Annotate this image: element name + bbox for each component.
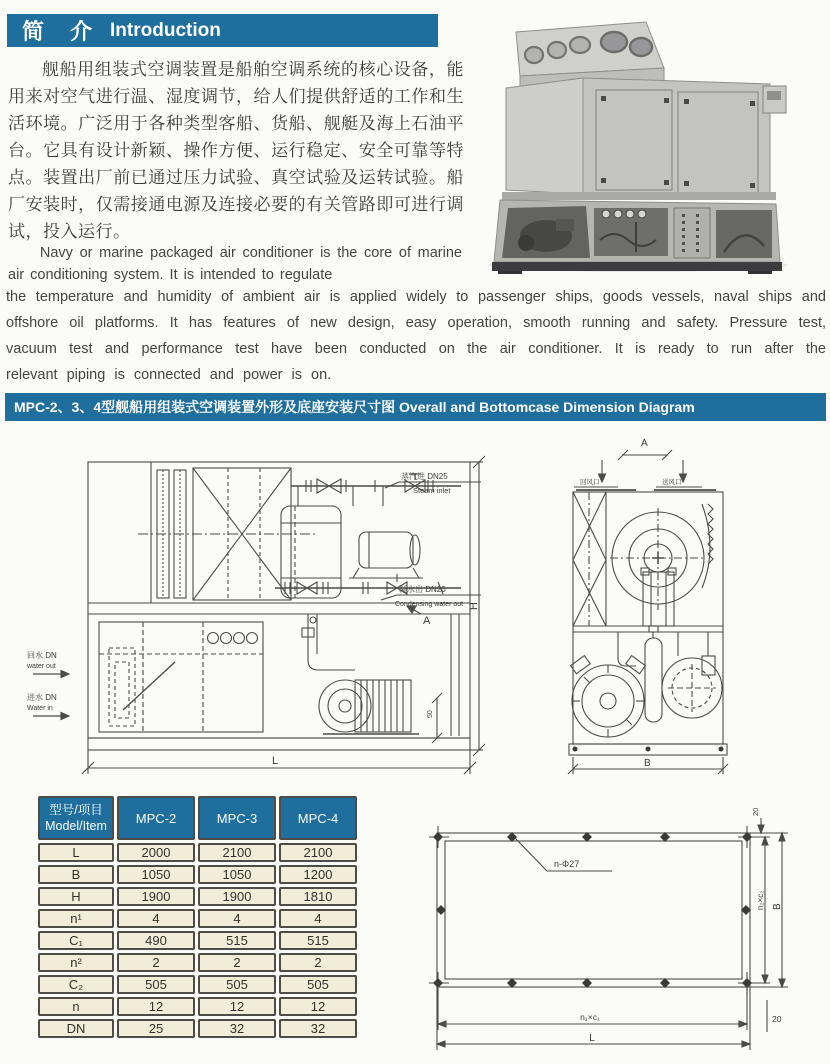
unit-body — [492, 22, 786, 274]
table-header-item-zh: 型号/项目 — [49, 803, 103, 817]
row-label: H — [38, 887, 114, 906]
intro-title-en: Introduction — [110, 19, 221, 41]
dim-50-label: 50 — [427, 710, 434, 718]
intro-header-bar — [7, 14, 438, 47]
duct-port — [525, 47, 543, 63]
table-row — [38, 997, 357, 1016]
water-in-label-zh: 进水 DN — [27, 693, 57, 702]
cell: 505 — [117, 975, 195, 994]
port-right-label: 送风口 — [662, 479, 682, 486]
row-label: B — [38, 865, 114, 884]
cell: 12 — [279, 997, 357, 1016]
table-row — [38, 843, 357, 862]
duct-port — [570, 37, 590, 53]
cell: 2100 — [279, 843, 357, 862]
dim-b-label: B — [644, 758, 651, 769]
cell: 2 — [198, 953, 276, 972]
cell: 2000 — [117, 843, 195, 862]
condensing-out-label-en: Condensing water out — [395, 601, 464, 608]
cell: 4 — [117, 909, 195, 928]
table-header-item — [38, 796, 114, 840]
dim-l-label: L — [271, 755, 279, 767]
table-header-mpc2: MPC-2 — [117, 796, 195, 840]
cell: 1900 — [198, 887, 276, 906]
water-out-label-zh: 回水 DN — [27, 651, 57, 660]
cell: 25 — [117, 1019, 195, 1038]
intro-paragraph-english-lead: Navy or marine packaged air conditioner is the core of marine air conditioning system. It is intended to regulate — [8, 245, 462, 283]
steam-inlet-label-en: Steam inlet — [413, 486, 451, 495]
bottomcase-diagram — [420, 792, 830, 1062]
table-row — [38, 1019, 357, 1038]
cell: 32 — [198, 1019, 276, 1038]
section-title: MPC-2、3、4型舰船用组装式空调装置外形及底座安装尺寸图 Overall and Bottomcase Dimension Diagram — [14, 399, 695, 415]
table-header-row — [38, 796, 357, 840]
dim-20-bottom-label: 20 — [772, 1014, 782, 1024]
dim-20-top-label: 20 — [751, 807, 760, 816]
dim-b-label: B — [772, 903, 783, 910]
bolt-hole-markers — [433, 832, 752, 988]
cell: 505 — [198, 975, 276, 994]
dim-n1c1-label: n₁×c₁ — [580, 1012, 600, 1022]
cell: 515 — [279, 931, 357, 950]
water-in-label-en: Water in — [27, 705, 53, 712]
cell: 2 — [117, 953, 195, 972]
table-row — [38, 975, 357, 994]
row-label: C₁ — [38, 931, 114, 950]
port-left-label: 回风口 — [580, 479, 600, 486]
intro-title-zh: 简 介 — [22, 19, 95, 44]
control-panel — [674, 208, 710, 258]
cell: 4 — [279, 909, 357, 928]
cell: 505 — [279, 975, 357, 994]
cell: 1200 — [279, 865, 357, 884]
row-label: n² — [38, 953, 114, 972]
row-label: n — [38, 997, 114, 1016]
row-label: DN — [38, 1019, 114, 1038]
cell: 1050 — [117, 865, 195, 884]
row-label: C₂ — [38, 975, 114, 994]
table-row — [38, 953, 357, 972]
dim-h-label: H — [468, 602, 480, 610]
section-header-bar — [5, 393, 826, 421]
product-photo — [468, 12, 798, 274]
cell: 1050 — [198, 865, 276, 884]
table-row — [38, 887, 357, 906]
cell: 12 — [117, 997, 195, 1016]
table-header-mpc3: MPC-3 — [198, 796, 276, 840]
cell: 2 — [279, 953, 357, 972]
row-label: n¹ — [38, 909, 114, 928]
intro-paragraph-english-body: the temperature and humidity of ambient air is applied widely to passenger ships, goods vessels, naval ships and offshore oil platforms. It has features of new design, easy operation, smooth running and safety. Pressure test, vacuum test and performance test have been conducted on the air conditioner. It is ready to run after the relevant piping is connected and power is on. — [6, 289, 826, 383]
cell: 1900 — [117, 887, 195, 906]
table-row — [38, 909, 357, 928]
dim-a-label: A — [423, 615, 431, 627]
duct-port — [630, 38, 652, 56]
cell: 1810 — [279, 887, 357, 906]
duct-port — [601, 32, 627, 52]
dim-n2c2-label: n₂×c₂ — [756, 890, 765, 910]
cell: 490 — [117, 931, 195, 950]
intro-paragraph-chinese: 舰船用组装式空调装置是船舶空调系统的核心设备，能用来对空气进行温、湿度调节，给人们提供舒适的工作和生活环境。广泛用于各种类型客船、货船、舰艇及海上石油平台。它具有设计新颖、操作方便、运行稳定、安全可靠等特点。装置出厂前已通过压力试验、真空试验及运转试验。船厂安装时，仅需接通电源及连接必要的有关管路即可进行调试，投入运行。 — [8, 60, 464, 241]
dim-a-label: A — [641, 438, 648, 449]
table-header-mpc4: MPC-4 — [279, 796, 357, 840]
water-out-label-en: water out — [27, 663, 56, 670]
cell: 32 — [279, 1019, 357, 1038]
cell: 2100 — [198, 843, 276, 862]
cell: 515 — [198, 931, 276, 950]
table-header-item-en: Model/Item — [45, 819, 107, 833]
dim-l-label: L — [589, 1033, 595, 1044]
cell: 12 — [198, 997, 276, 1016]
cell: 4 — [198, 909, 276, 928]
hole-count-label: n-Φ27 — [554, 859, 580, 869]
side-view-diagram — [556, 430, 820, 782]
table-row — [38, 865, 357, 884]
steam-inlet-label-zh: 蒸汽进 DN25 — [401, 472, 448, 481]
condensing-out-label-zh: 凝水出 DN20 — [399, 585, 446, 594]
table-row — [38, 931, 357, 950]
dimension-table — [35, 793, 360, 1041]
row-label: L — [38, 843, 114, 862]
front-view-diagram — [23, 448, 485, 786]
duct-port — [548, 42, 566, 58]
